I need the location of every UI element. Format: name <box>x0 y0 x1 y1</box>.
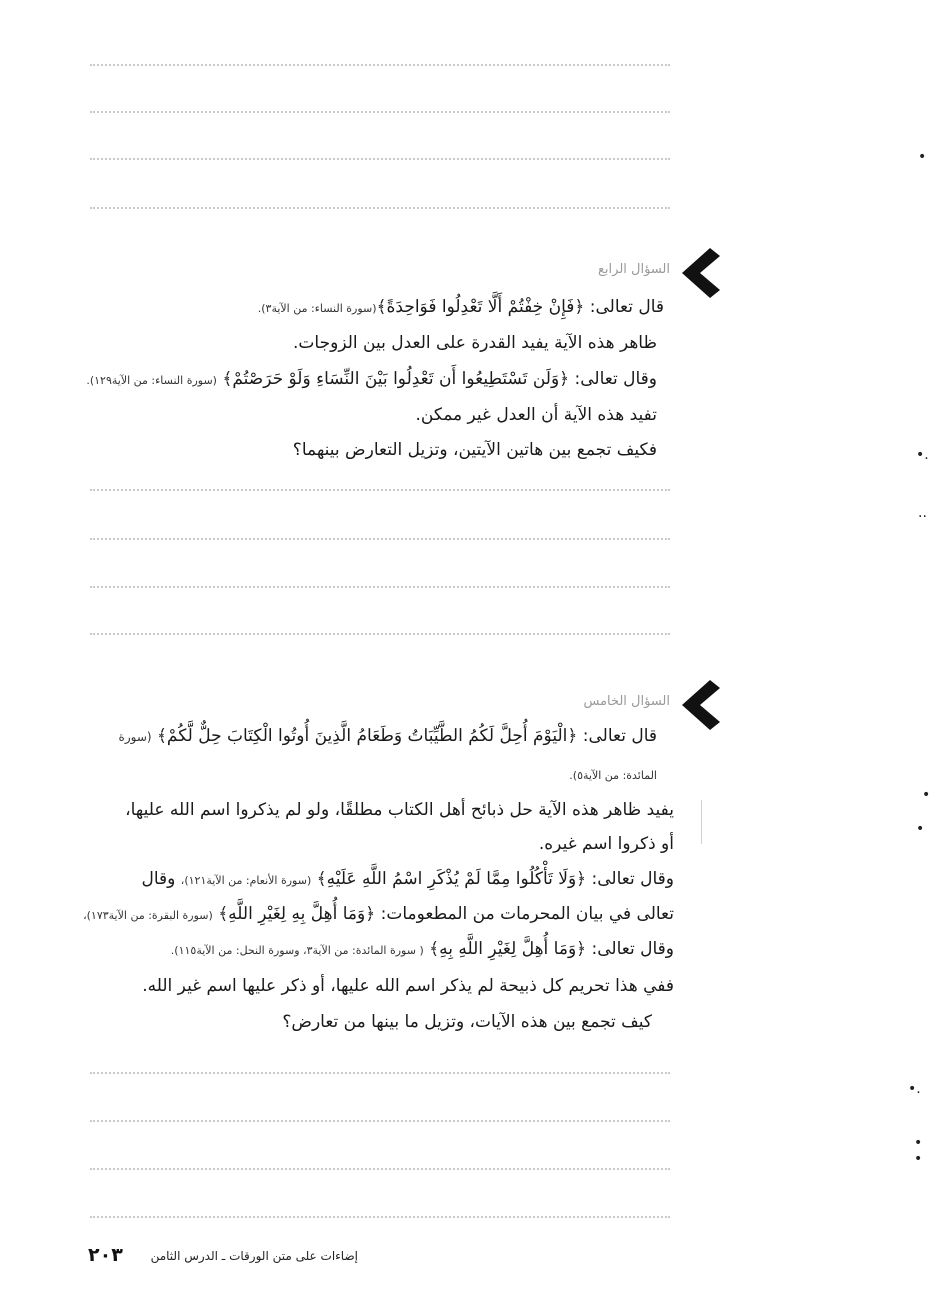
margin-mark: • <box>914 1151 923 1167</box>
q5-ref-1: (سورة <box>118 730 152 744</box>
answer-line[interactable] <box>90 1168 670 1170</box>
question-4-header <box>530 248 730 298</box>
question-5-title: السؤال الخامس <box>583 694 670 709</box>
q5-line-3: يفيد ظاهر هذه الآية حل ذبائح أهل الكتاب مطلقًا، ولو لم يذكروا اسم الله عليها، <box>125 800 674 820</box>
footer-title: إضاءات على متن الورقات ـ الدرس الثامن <box>150 1249 358 1263</box>
q5-ref-2: (سورة الأنعام: من الآية١٢١)، <box>180 874 312 887</box>
margin-mark: • <box>914 1135 923 1151</box>
page-footer <box>88 1244 388 1270</box>
margin-mark: • <box>916 821 925 837</box>
answer-line[interactable] <box>90 633 670 635</box>
q5-line-8: ففي هذا تحريم كل ذبيحة لم يذكر اسم الله عليها، أو ذكر عليها اسم غير الله. <box>142 976 674 996</box>
margin-mark: • <box>922 787 931 803</box>
answer-line[interactable] <box>90 111 670 113</box>
q5-line-6-text: تعالى في بيان المحرمات من المطعومات: <box>375 904 674 924</box>
q5-line-5-tail: وقال <box>141 869 181 889</box>
answer-line[interactable] <box>90 1120 670 1122</box>
answer-line[interactable] <box>90 538 670 540</box>
answer-line[interactable] <box>90 64 670 66</box>
q4-ref-2: (سورة النساء: من الآية١٢٩). <box>86 374 217 387</box>
q5-line-6 <box>83 902 674 928</box>
question-5-header <box>530 680 730 730</box>
answer-line[interactable] <box>90 1072 670 1074</box>
q4-verse-2: ﴿وَلَن تَسْتَطِيعُوا أَن تَعْدِلُوا بَيْنَ النِّسَاءِ وَلَوْ حَرَصْتُمْ﴾ <box>222 369 570 389</box>
q4-question: فكيف تجمع بين هاتين الآيتين، وتزيل التعارض بينهما؟ <box>292 440 657 460</box>
q5-line-7 <box>171 937 674 963</box>
margin-mark: • <box>918 149 927 165</box>
margin-mark: .. <box>918 505 927 521</box>
answer-line[interactable] <box>90 207 670 209</box>
q5-ref-3: (سورة البقرة: من الآية١٧٣)، <box>83 909 213 922</box>
answer-line[interactable] <box>90 586 670 588</box>
q5-line-5 <box>142 867 675 893</box>
margin-mark: •. <box>908 1081 921 1097</box>
q4-ref-1: (سورة النساء: من الآية٣). <box>257 302 377 315</box>
q4-line-4: تفيد هذه الآية أن العدل غير ممكن. <box>415 405 657 425</box>
q5-line-5-text: وقال تعالى: <box>586 869 674 889</box>
q5-line-1-text: قال تعالى: <box>577 726 657 746</box>
margin-mark: •. <box>916 447 929 463</box>
chevron-left-icon <box>680 248 720 298</box>
q5-verse-2: ﴿وَلَا تَأْكُلُوا مِمَّا لَمْ يُذْكَرِ اسْمُ اللَّهِ عَلَيْهِ﴾ <box>316 869 587 889</box>
q5-line-1 <box>119 724 657 749</box>
q4-line-1 <box>258 295 664 321</box>
q5-ref-4: ( سورة المائدة: من الآية٣، وسورة النحل: من الآية١١٥). <box>170 944 424 957</box>
q4-verse-1: ﴿فَإِنْ خِفْتُمْ أَلَّا تَعْدِلُوا فَوَاحِدَةً﴾ <box>376 297 585 317</box>
q5-line-7-text: وقال تعالى: <box>586 939 674 959</box>
q5-question: كيف تجمع بين هذه الآيات، وتزيل ما بينها من تعارض؟ <box>282 1012 652 1032</box>
q5-verse-1: ﴿الْيَوْمَ أُحِلَّ لَكُمُ الطَّيِّبَاتُ وَطَعَامُ الَّذِينَ أُوتُوا الْكِتَابَ حِلٌّ لَّكُمْ﴾ <box>156 726 578 746</box>
q5-ref-1-cont: المائدة: من الآية٥). <box>569 769 657 782</box>
q4-line-1-text: قال تعالى: <box>584 297 664 317</box>
answer-line[interactable] <box>90 1216 670 1218</box>
answer-line[interactable] <box>90 158 670 160</box>
page-number: ٢٠٣ <box>88 1244 123 1266</box>
q5-line-2 <box>569 762 657 788</box>
answer-line[interactable] <box>90 489 670 491</box>
chevron-left-icon <box>680 680 720 730</box>
q4-line-3-text: وقال تعالى: <box>569 369 657 389</box>
q4-line-2: ظاهر هذه الآية يفيد القدرة على العدل بين الزوجات. <box>293 333 657 353</box>
question-4-title: السؤال الرابع <box>598 262 670 277</box>
q4-line-3 <box>86 367 657 393</box>
q5-verse-3: ﴿وَمَا أُهِلَّ بِهِ لِغَيْرِ اللَّهِ﴾ <box>218 904 376 924</box>
q5-line-4: أو ذكروا اسم غيره. <box>538 834 674 854</box>
q5-verse-4: ﴿وَمَا أُهِلَّ لِغَيْرِ اللَّهِ بِهِ﴾ <box>429 939 587 959</box>
divider <box>701 800 702 844</box>
